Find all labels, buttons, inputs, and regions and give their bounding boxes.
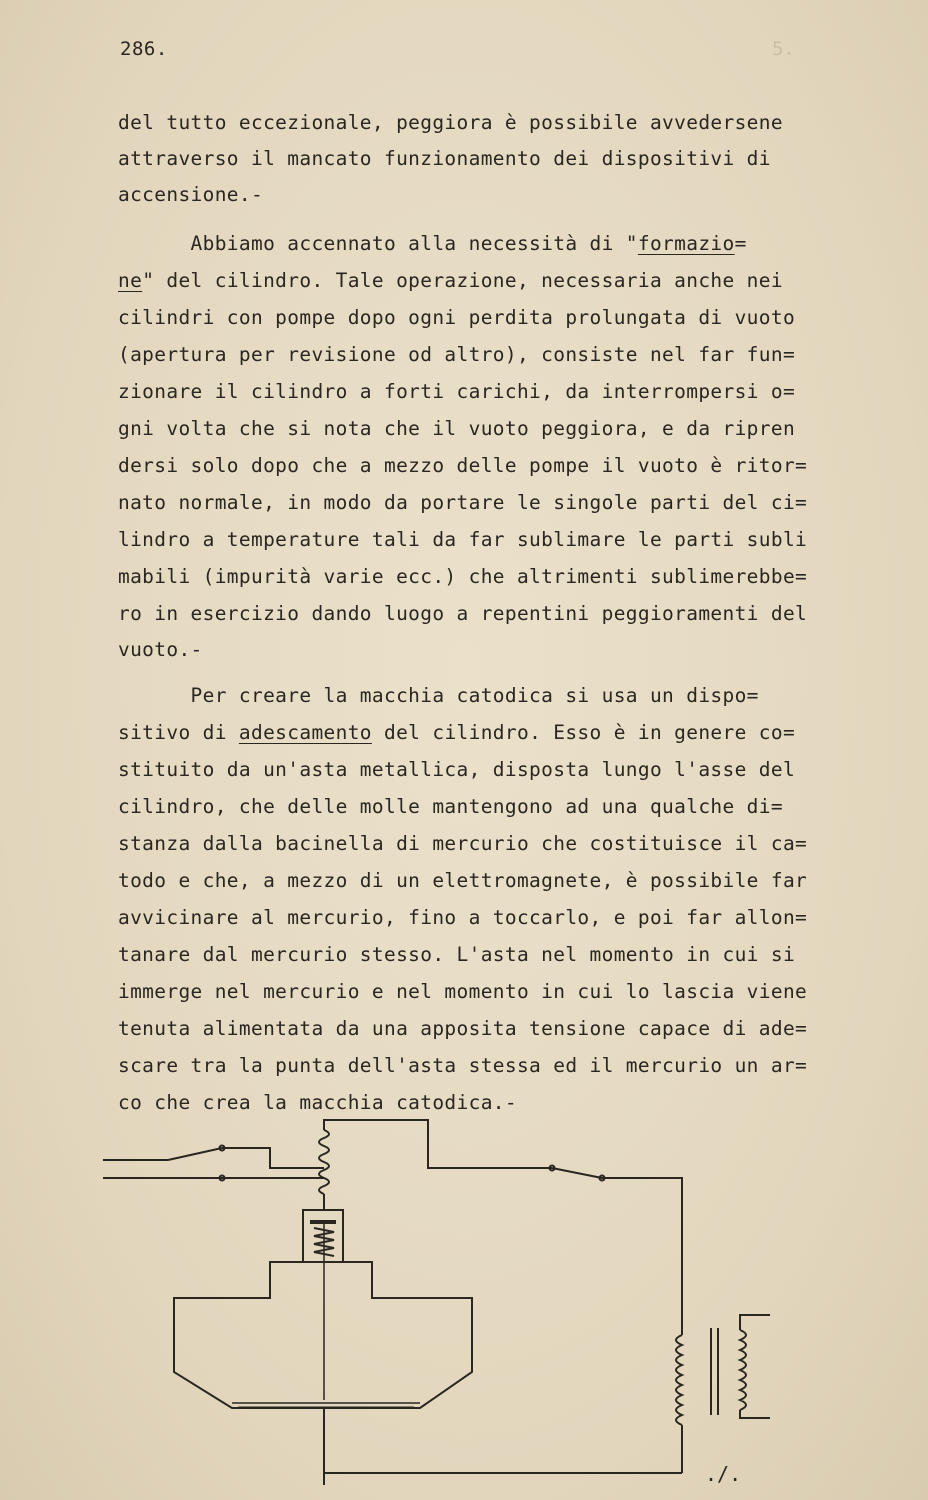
ignition-circuit-diagram xyxy=(0,1110,928,1500)
transformer-secondary-coil xyxy=(740,1330,746,1410)
text-line: Per creare la macchia catodica si usa un dispo= xyxy=(118,684,759,707)
text-line: stanza dalla bacinella di mercurio che costituisce il ca= xyxy=(118,832,808,855)
text-line: tanare dal mercurio stesso. L'asta nel momento in cui si xyxy=(118,943,796,966)
text-line: scare tra la punta dell'asta stessa ed il mercurio un ar= xyxy=(118,1054,808,1077)
transformer-primary-coil xyxy=(676,1335,682,1425)
text-line: accensione.- xyxy=(118,183,264,206)
continuation-mark: ./. xyxy=(705,1462,742,1486)
text-line: mabili (impurità varie ecc.) che altrimenti sublimerebbe= xyxy=(118,565,808,588)
wire-to-coil xyxy=(222,1148,324,1168)
underlined-word: ne xyxy=(118,269,143,292)
underlined-word: adescamento xyxy=(238,721,372,744)
text-segment: sitivo di xyxy=(118,721,239,744)
text-line: lindro a temperature tali da far sublimare le parti subli xyxy=(118,528,808,551)
text-line-adescamento xyxy=(118,721,795,744)
text-line-formazione-end xyxy=(118,269,783,292)
right-switch-blade xyxy=(552,1168,602,1178)
cylinder-body xyxy=(174,1262,472,1408)
text-line: avvicinare al mercurio, fino a toccarlo, e poi far allon= xyxy=(118,906,808,929)
secondary-lower-lead xyxy=(740,1410,770,1418)
text-line: stituito da un'asta metallica, disposta lungo l'asse del xyxy=(118,758,796,781)
text-line: nato normale, in modo da portare le singole parti del ci= xyxy=(118,491,808,514)
electromagnet-coil xyxy=(319,1130,329,1194)
page-mark: 5. xyxy=(772,38,795,60)
top-loop-wire xyxy=(324,1120,540,1168)
page-number: 286. xyxy=(120,38,168,60)
left-switch-blade xyxy=(168,1148,222,1160)
text-segment: = xyxy=(734,232,747,255)
text-segment: " del cilindro. Tale operazione, necessaria anche nei xyxy=(142,269,783,292)
text-line: attraverso il mancato funzionamento dei dispositivi di xyxy=(118,147,771,170)
text-line: cilindri con pompe dopo ogni perdita prolungata di vuoto xyxy=(118,306,796,329)
text-segment: del cilindro. Esso è in genere co= xyxy=(371,721,796,744)
text-line: gni volta che si nota che il vuoto peggiora, e da ripren xyxy=(118,417,796,440)
text-segment: Abbiamo accennato alla necessità di " xyxy=(118,232,638,255)
text-line: tenuta alimentata da una apposita tensione capace di ade= xyxy=(118,1017,808,1040)
secondary-upper-lead xyxy=(740,1315,770,1330)
text-line: zionare il cilindro a forti carichi, da interrompersi o= xyxy=(118,380,796,403)
text-line: co che crea la macchia catodica.- xyxy=(118,1091,517,1114)
text-line: immerge nel mercurio e nel momento in cui lo lascia viene xyxy=(118,980,808,1003)
right-vertical-wire xyxy=(602,1178,682,1335)
text-line: cilindro, che delle molle mantengono ad una qualche di= xyxy=(118,795,783,818)
text-line: vuoto.- xyxy=(118,638,203,661)
text-line: todo e che, a mezzo di un elettromagnete, è possibile far xyxy=(118,869,808,892)
text-line: del tutto eccezionale, peggiora è possibile avvedersene xyxy=(118,111,783,134)
text-line-formazione-start xyxy=(118,232,747,255)
text-line: dersi solo dopo che a mezzo delle pompe il vuoto è ritor= xyxy=(118,454,808,477)
text-line: (apertura per revisione od altro), consiste nel far fun= xyxy=(118,343,796,366)
underlined-word: formazio xyxy=(637,232,735,255)
text-line: ro in esercizio dando luogo a repentini peggioramenti del xyxy=(118,602,808,625)
